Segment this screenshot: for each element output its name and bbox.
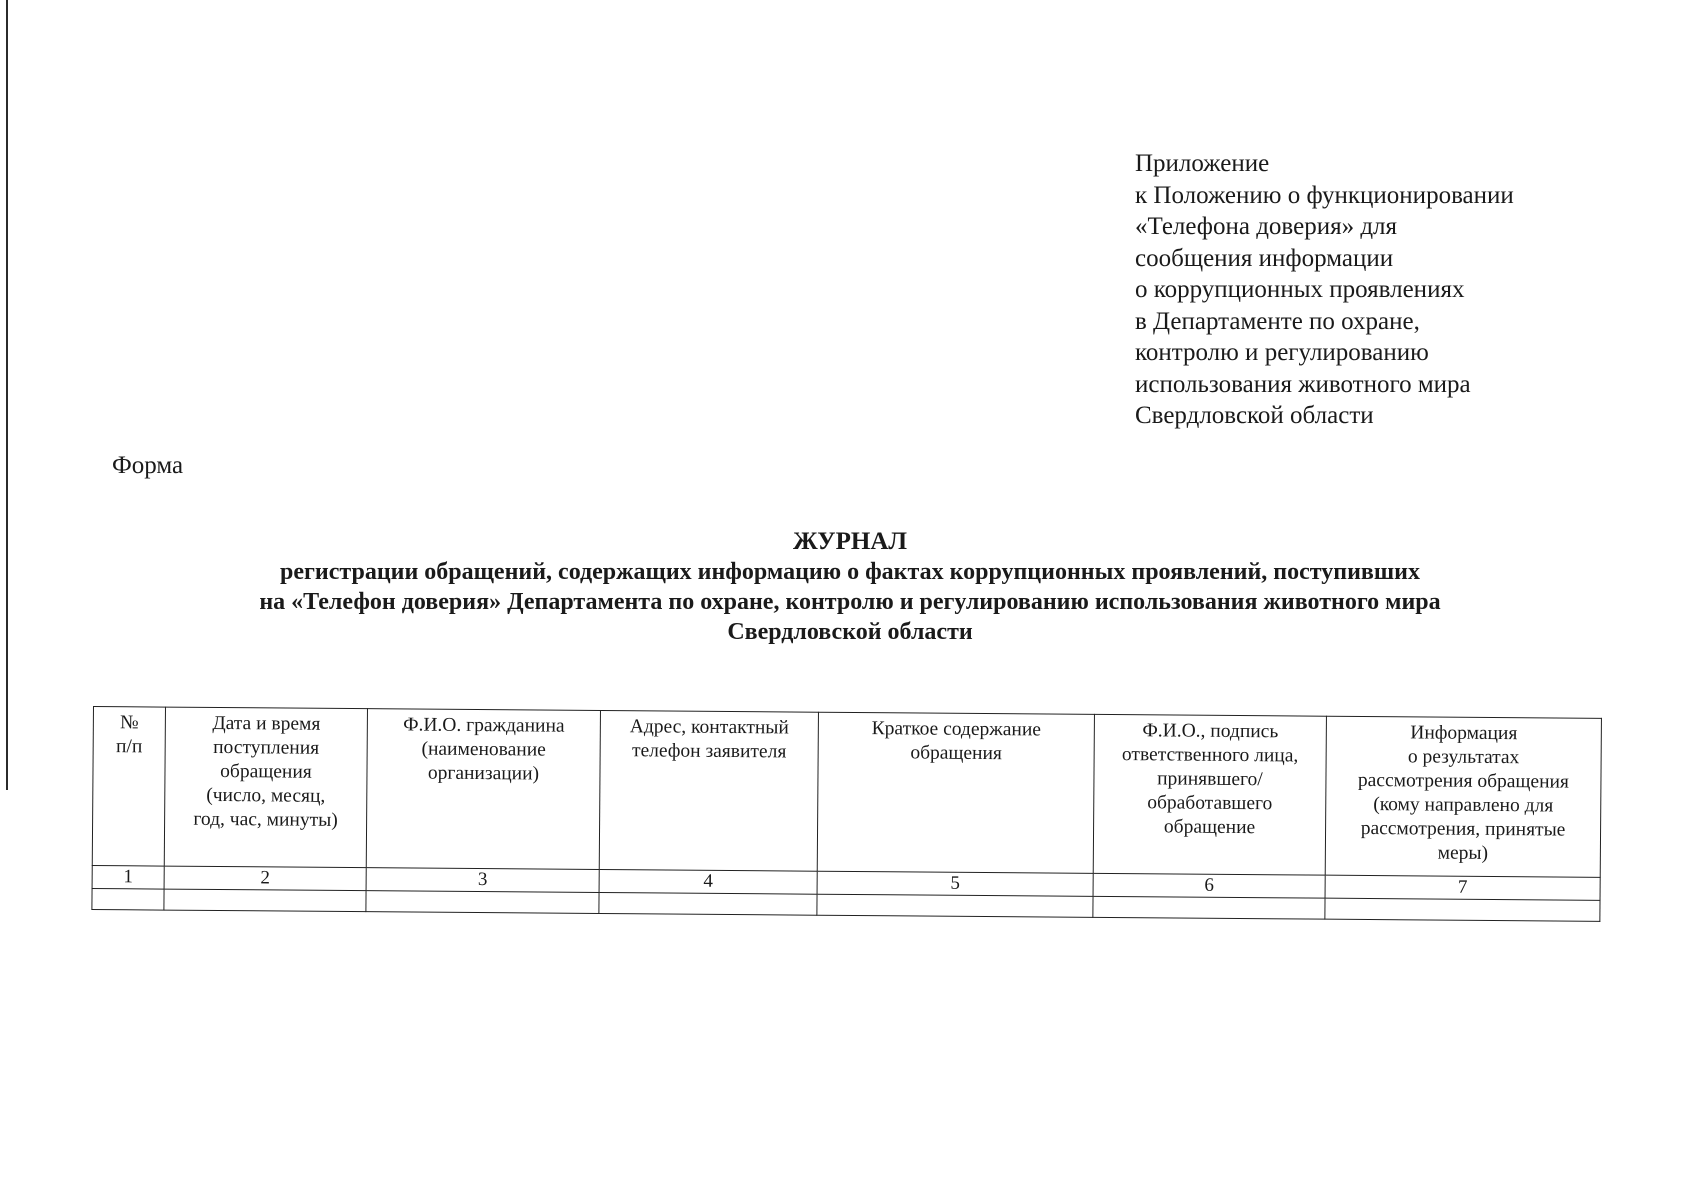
table-cell	[92, 888, 164, 910]
header-text: Адрес, контактный	[629, 716, 789, 739]
table-cell	[599, 892, 817, 915]
column-number: 4	[599, 869, 817, 894]
header-text: Краткое содержание	[871, 718, 1042, 741]
form-label: Форма	[112, 452, 184, 479]
header-cell-responsible	[1093, 714, 1326, 875]
header-cell-results	[1325, 716, 1601, 877]
header-text: №	[119, 712, 139, 734]
header-text: ответственного лица,	[1121, 744, 1299, 767]
column-number: 6	[1093, 873, 1325, 898]
appendix-line: о коррупционных проявлениях	[1135, 276, 1465, 303]
appendix-line: использования животного мира	[1135, 370, 1471, 398]
header-cell-date	[164, 707, 367, 868]
header-text: Ф.И.О. гражданина	[403, 714, 565, 737]
header-text: (наименование	[421, 738, 546, 761]
table-cell	[1093, 896, 1325, 919]
header-cell-address	[599, 710, 818, 871]
table-cell	[164, 889, 366, 912]
table-cell	[817, 894, 1093, 917]
header-cell-citizen	[366, 709, 600, 870]
appendix-line: Свердловской области	[1135, 402, 1374, 429]
header-text: обращения	[220, 761, 312, 783]
scan-edge-line	[6, 0, 8, 790]
appendix-line: «Телефона доверия» для	[1135, 213, 1398, 240]
appendix-line: контролю и регулированию	[1135, 339, 1429, 366]
appendix-block	[1135, 148, 1615, 432]
column-number: 7	[1325, 875, 1600, 900]
table-cell	[1325, 898, 1600, 921]
column-number: 1	[92, 865, 164, 889]
header-text: организации)	[427, 762, 540, 785]
header-text: обработавшего	[1147, 792, 1273, 815]
header-text: (число, месяц,	[206, 784, 326, 807]
header-cell-summary	[817, 712, 1094, 873]
appendix-line: в Департаменте по охране,	[1135, 307, 1420, 335]
header-text: Ф.И.О., подпись	[1142, 720, 1279, 743]
column-number: 2	[164, 866, 366, 891]
header-text: принявшего/	[1157, 768, 1263, 791]
header-text: (кому направлено для	[1373, 794, 1554, 817]
table-header-row	[92, 707, 1601, 878]
header-text: рассмотрения, принятые	[1360, 817, 1566, 841]
header-text: поступления	[213, 736, 320, 759]
appendix-line: Приложение	[1135, 150, 1270, 177]
appendix-line: к Положению о функционировании	[1135, 181, 1514, 209]
header-text: о результатах	[1407, 746, 1520, 769]
column-number: 5	[817, 871, 1093, 896]
title-line: Свердловской области	[727, 619, 973, 645]
header-text: обращения	[910, 742, 1003, 765]
appendix-line: сообщения информации	[1135, 244, 1394, 272]
header-text: меры)	[1437, 842, 1489, 864]
title-line: регистрации обращений, содержащих информацию о фактах коррупционных проявлений, поступивших	[280, 559, 1420, 585]
document-title	[100, 527, 1600, 647]
header-text: телефон заявителя	[631, 740, 787, 763]
header-text: рассмотрения обращения	[1357, 769, 1570, 793]
header-cell-number	[92, 707, 165, 867]
title-line: на «Телефон доверия» Департамента по охране, контролю и регулированию использования животного мира	[259, 589, 1441, 615]
table-cell	[366, 891, 599, 914]
header-text: п/п	[115, 736, 143, 758]
header-text: обращение	[1163, 816, 1256, 839]
journal-heading: ЖУРНАЛ	[792, 528, 908, 555]
header-text: Информация	[1410, 722, 1518, 745]
column-number: 3	[366, 868, 599, 893]
header-text: Дата и время	[212, 712, 321, 735]
journal-table	[91, 706, 1602, 922]
header-text: год, час, минуты)	[193, 808, 338, 831]
